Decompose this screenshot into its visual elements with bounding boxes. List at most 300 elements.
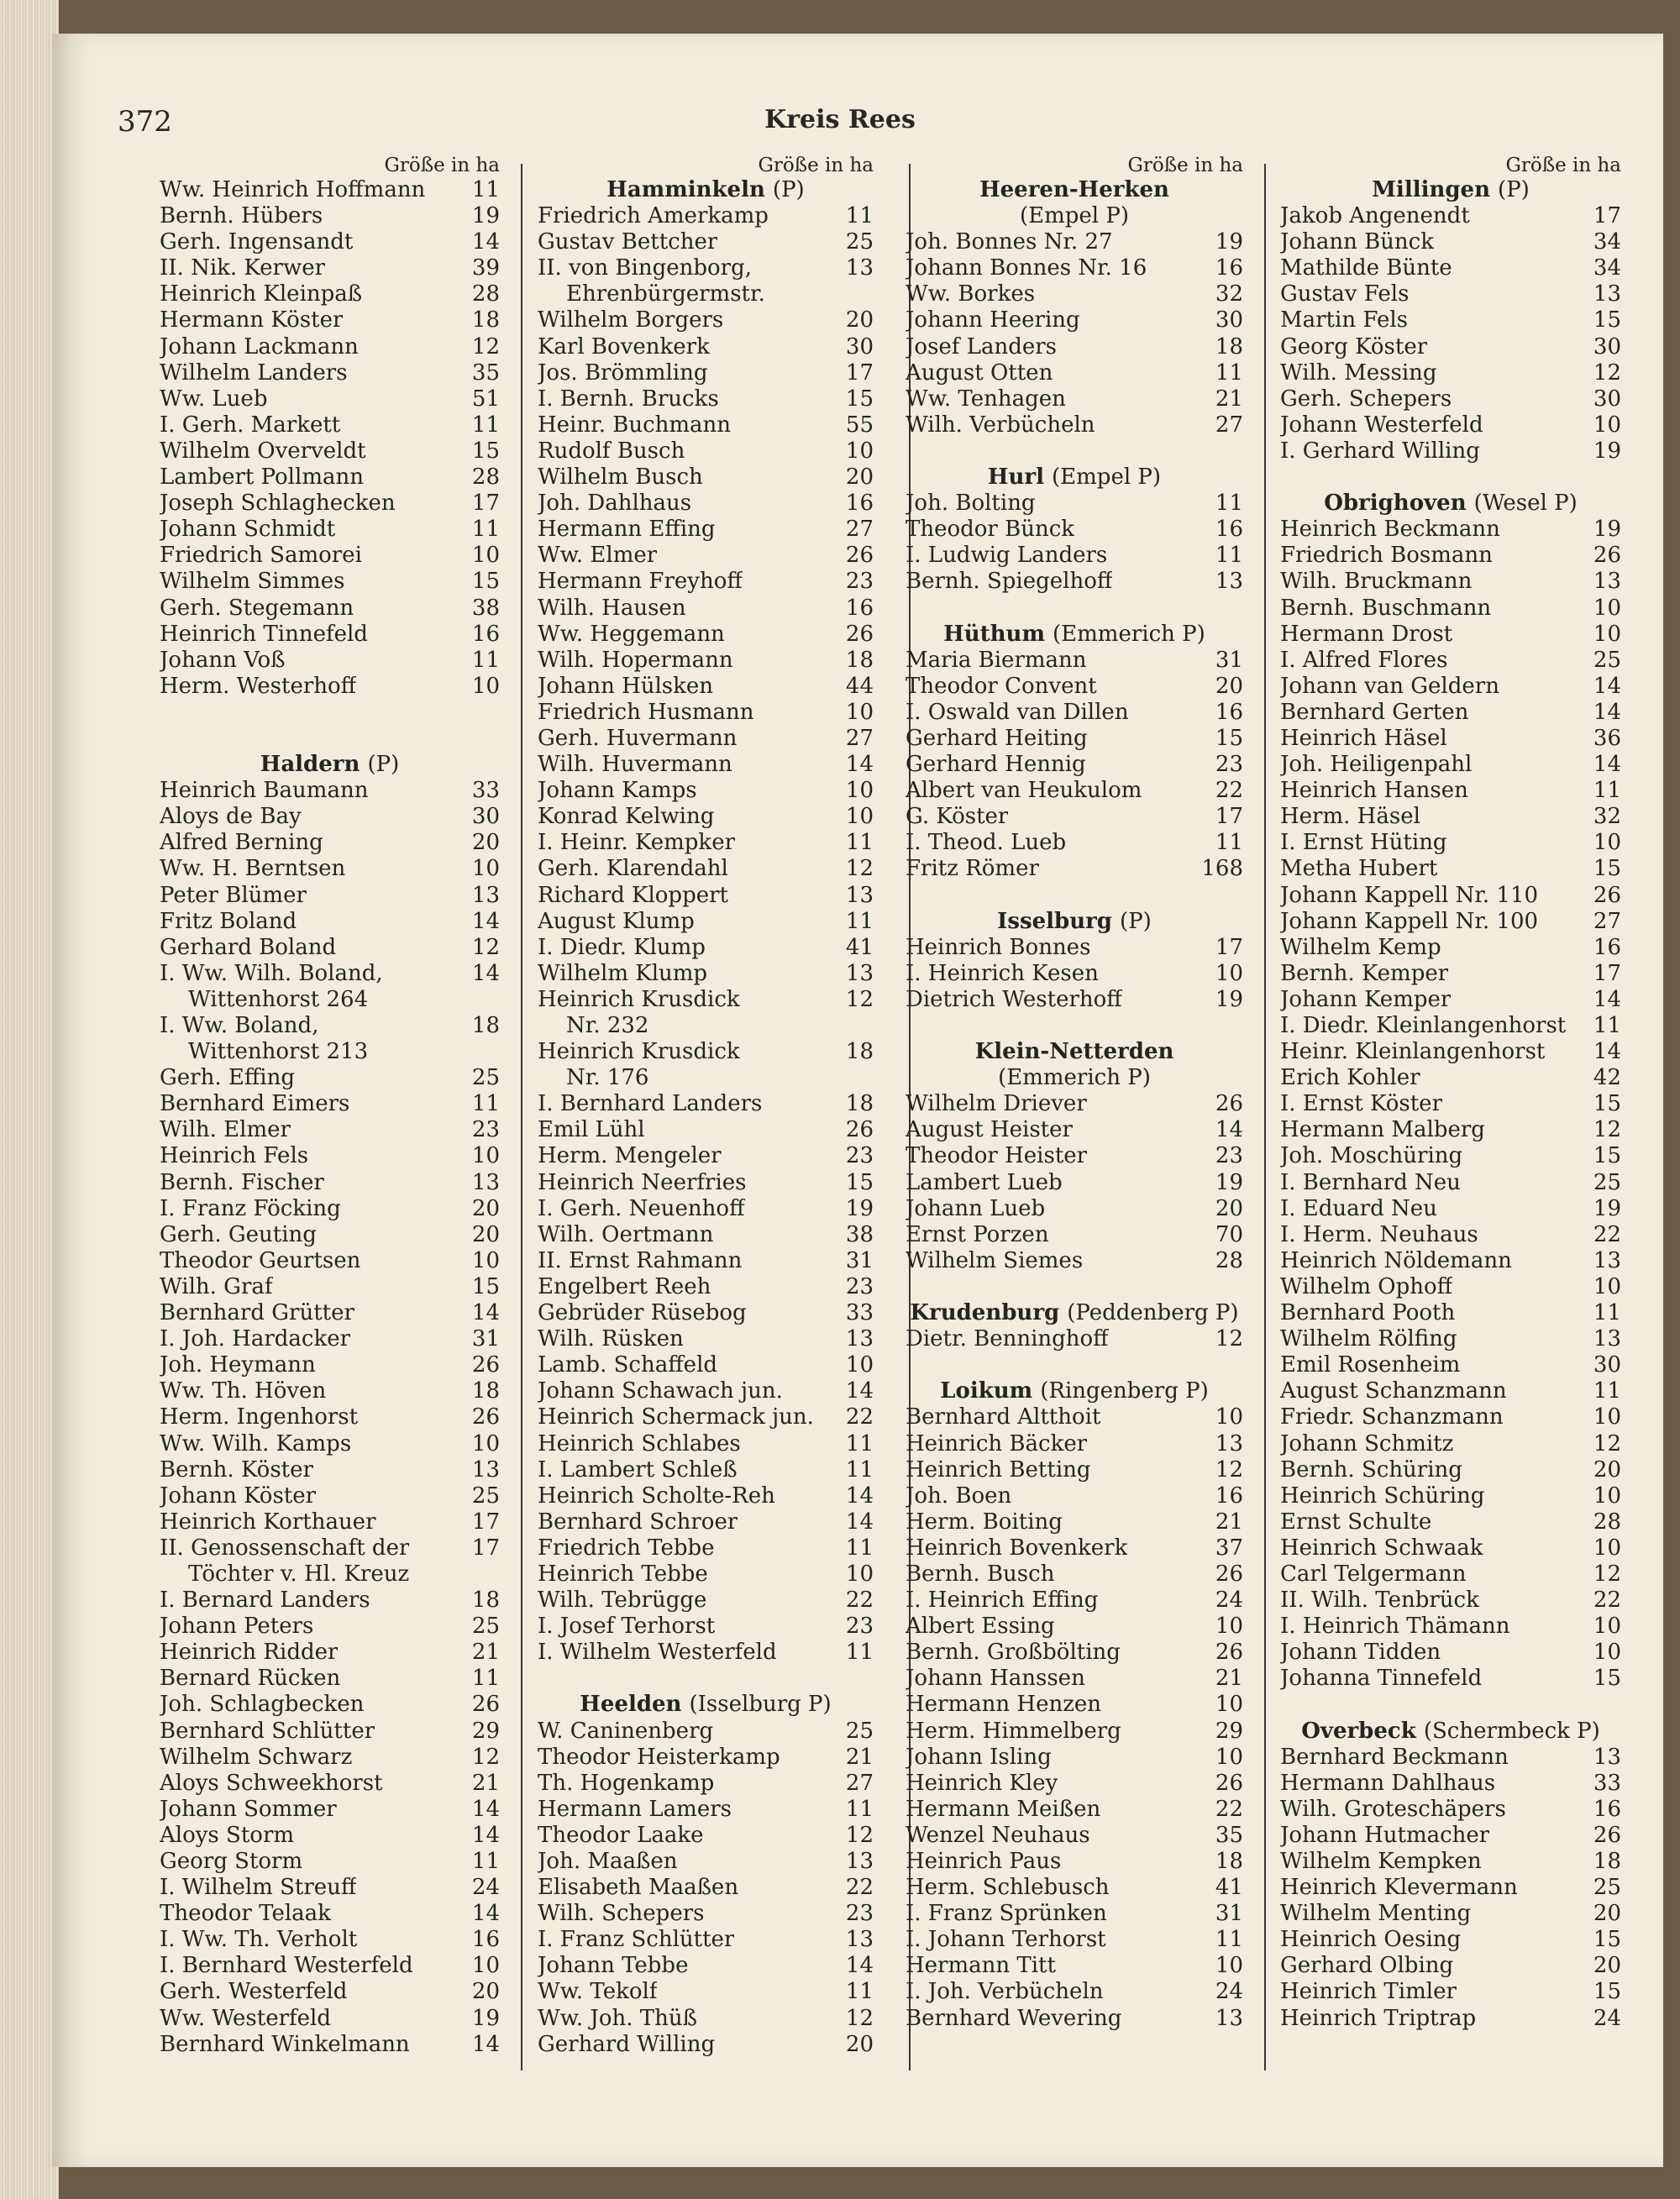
area-size: 18 — [471, 1013, 500, 1038]
owner-name: Emil Lühl — [538, 1117, 645, 1143]
entry-continuation: Wittenhorst 213 — [188, 1039, 369, 1065]
list-item — [1280, 229, 1621, 255]
owner-name: I. Johann Terhorst — [906, 1927, 1106, 1953]
area-size: 11 — [471, 1849, 500, 1874]
list-item — [538, 1222, 874, 1248]
area-size: 14 — [1215, 1117, 1243, 1143]
area-size: 16 — [471, 1927, 500, 1953]
owner-name: Heinr. Buchmann — [538, 412, 732, 438]
area-size: 10 — [1593, 1273, 1621, 1299]
list-item — [906, 752, 1243, 778]
owner-name: Johann Voß — [160, 647, 286, 673]
area-size: 16 — [1593, 1796, 1621, 1822]
area-size: 70 — [1215, 1221, 1243, 1247]
owner-name: I. Bernard Landers — [160, 1588, 370, 1614]
owner-name: Joh. Bolting — [906, 491, 1036, 517]
list-item — [160, 1771, 500, 1797]
list-item — [160, 909, 500, 935]
list-item — [906, 1953, 1243, 1979]
list-item — [160, 203, 500, 229]
list-item — [538, 229, 874, 255]
owner-name: Wilhelm Siemes — [906, 1247, 1084, 1273]
owner-name: Heinrich Tinnefeld — [160, 621, 368, 647]
list-item — [538, 1378, 874, 1404]
owner-name: Wenzel Neuhaus — [906, 1822, 1090, 1848]
area-size: 16 — [1215, 255, 1243, 281]
list-item — [160, 1614, 500, 1640]
area-size: 18 — [471, 1378, 500, 1404]
owner-name: Heinrich Beckmann — [1280, 517, 1500, 543]
owner-name: Elisabeth Maaßen — [538, 1875, 739, 1901]
list-item — [160, 1274, 500, 1300]
list-item — [538, 778, 874, 804]
owner-name: Wilh. Verbücheln — [906, 412, 1095, 438]
list-item — [1280, 281, 1621, 307]
area-size: 14 — [471, 908, 500, 934]
list-item — [906, 1588, 1243, 1614]
owner-name: Johann Schmitz — [1280, 1430, 1454, 1456]
owner-name: Joh. Bonnes Nr. 27 — [906, 229, 1113, 255]
owner-name: Hermann Lamers — [538, 1796, 732, 1822]
owner-name: I. Eduard Neu — [1280, 1195, 1437, 1221]
owner-name: Heinrich Kleinpaß — [160, 281, 363, 307]
area-size: 15 — [1593, 856, 1621, 882]
list-item — [160, 360, 500, 386]
owner-name: I. Ww. Th. Verholt — [160, 1927, 358, 1953]
owner-name: Friedrich Amerkamp — [538, 203, 769, 229]
owner-name: Wilh. Hausen — [538, 595, 686, 621]
area-size: 24 — [1215, 1979, 1243, 2005]
area-size: 33 — [845, 1300, 874, 1326]
area-size: 12 — [845, 986, 874, 1012]
list-item — [1280, 1300, 1621, 1326]
list-item — [538, 1300, 874, 1326]
owner-name: Bernh. Schüring — [1280, 1456, 1462, 1483]
area-size: 19 — [1215, 229, 1243, 255]
area-size: 41 — [1215, 1875, 1243, 1901]
owner-name: I. Heinrich Thämann — [1280, 1614, 1510, 1640]
list-item — [538, 1797, 874, 1823]
area-size: 13 — [1593, 1744, 1621, 1770]
list-item — [538, 1326, 874, 1352]
owner-name: Theodor Heister — [906, 1143, 1088, 1169]
list-item — [160, 804, 500, 830]
owner-name: Johann Schawach jun. — [538, 1378, 783, 1404]
area-size: 11 — [1215, 543, 1243, 569]
area-size: 10 — [471, 1953, 500, 1979]
list-item — [160, 1483, 500, 1509]
area-size: 31 — [845, 1247, 874, 1273]
list-item — [1280, 1404, 1621, 1430]
list-item — [538, 752, 874, 778]
list-item — [538, 1457, 874, 1483]
list-item — [538, 830, 874, 856]
list-item — [1280, 1588, 1621, 1614]
area-size: 18 — [1215, 1849, 1243, 1874]
list-item — [906, 1823, 1243, 1849]
list-item — [1280, 622, 1621, 648]
area-size: 13 — [845, 882, 874, 908]
owner-name: II. Nik. Kerwer — [160, 255, 326, 281]
list-item — [1280, 2006, 1621, 2032]
owner-name: Lambert Pollmann — [160, 464, 364, 491]
list-item — [538, 1039, 874, 1065]
list-item — [160, 2006, 500, 2032]
area-size: 20 — [471, 1221, 500, 1247]
list-item — [160, 491, 500, 517]
list-item — [160, 1979, 500, 2005]
list-item — [906, 1745, 1243, 1771]
owner-name: Gerh. Schepers — [1280, 386, 1452, 412]
area-size: 12 — [845, 856, 874, 882]
owner-name: Hermann Dahlhaus — [1280, 1770, 1496, 1796]
area-size: 17 — [471, 491, 500, 517]
list-item — [160, 622, 500, 648]
area-size: 25 — [471, 1614, 500, 1640]
owner-name: Heinrich Tebbe — [538, 1561, 708, 1587]
owner-name: I. Bernhard Neu — [1280, 1169, 1461, 1195]
list-item — [160, 1457, 500, 1483]
owner-name: Ww. Heinrich Hoffmann — [160, 177, 426, 202]
owner-name: Gerh. Geuting — [160, 1221, 317, 1247]
owner-name: Herm. Mengeler — [538, 1143, 722, 1169]
list-item — [1280, 778, 1621, 804]
list-item — [1280, 1196, 1621, 1222]
area-size: 16 — [845, 491, 874, 517]
list-item — [906, 987, 1243, 1013]
area-size: 20 — [1593, 1456, 1621, 1483]
list-item — [538, 622, 874, 648]
list-item — [1280, 1640, 1621, 1666]
area-size: 26 — [1215, 1091, 1243, 1117]
area-size: 10 — [1215, 960, 1243, 986]
list-item — [1280, 726, 1621, 752]
list-item — [1280, 203, 1621, 229]
list-item — [538, 1640, 874, 1666]
area-size: 17 — [1215, 804, 1243, 830]
area-size: 12 — [845, 2005, 874, 2031]
section-subheading: (Empel P) — [1019, 203, 1130, 229]
list-item — [906, 726, 1243, 752]
list-item — [906, 1875, 1243, 1901]
list-item — [1280, 1457, 1621, 1483]
owner-name: Heinrich Schwaak — [1280, 1535, 1483, 1561]
owner-name: Joh. Schlagbecken — [160, 1692, 365, 1718]
list-item — [538, 1483, 874, 1509]
list-item — [1280, 1927, 1621, 1953]
list-item — [160, 1117, 500, 1143]
owner-name: Th. Hogenkamp — [538, 1770, 715, 1796]
list-item — [1280, 1849, 1621, 1875]
area-size: 33 — [471, 778, 500, 804]
list-item — [906, 1196, 1243, 1222]
area-size: 23 — [845, 1901, 874, 1927]
list-item — [538, 1953, 874, 1979]
list-item — [906, 961, 1243, 987]
list-item — [160, 883, 500, 909]
list-item — [538, 1431, 874, 1457]
list-item — [538, 674, 874, 700]
owner-name: Heinrich Krusdick — [538, 1039, 740, 1065]
area-size: 20 — [1593, 1953, 1621, 1979]
area-size: 21 — [471, 1770, 500, 1796]
owner-name: I. Ludwig Landers — [906, 543, 1108, 569]
size-header: Größe in ha — [1505, 155, 1621, 176]
owner-name: Ernst Schulte — [1280, 1509, 1432, 1535]
area-size: 18 — [845, 647, 874, 673]
owner-name: Lamb. Schaffeld — [538, 1352, 718, 1378]
list-item — [1280, 1326, 1621, 1352]
owner-name: I. Ernst Hüting — [1280, 830, 1447, 856]
owner-name: Johann Peters — [160, 1614, 314, 1640]
area-size: 11 — [471, 177, 500, 202]
owner-name: Gerh. Westerfeld — [160, 1979, 348, 2005]
list-item — [1280, 987, 1621, 1013]
owner-name: Heinrich Baumann — [160, 778, 369, 804]
list-item — [160, 1823, 500, 1849]
list-item — [906, 412, 1243, 438]
list-item — [1280, 1745, 1621, 1771]
area-size: 26 — [1215, 1770, 1243, 1796]
area-size: 12 — [1593, 1117, 1621, 1143]
area-size: 13 — [1215, 569, 1243, 595]
area-size: 17 — [471, 1509, 500, 1535]
owner-name: Gerhard Heiting — [906, 725, 1088, 751]
list-item — [1280, 1378, 1621, 1404]
list-item — [906, 1143, 1243, 1169]
owner-name: Theodor Convent — [906, 673, 1097, 699]
list-item — [160, 961, 500, 987]
area-size: 39 — [471, 255, 500, 281]
area-size: 14 — [1593, 673, 1621, 699]
owner-name: Ww. Lueb — [160, 386, 268, 412]
page-title: Kreis Rees — [764, 105, 916, 134]
owner-name: Ww. Westerfeld — [160, 2005, 331, 2031]
area-size: 10 — [845, 438, 874, 464]
owner-name: Ww. Heggemann — [538, 621, 725, 647]
list-item — [538, 1404, 874, 1430]
area-size: 26 — [471, 1352, 500, 1378]
area-size: 38 — [845, 1221, 874, 1247]
area-size: 10 — [845, 804, 874, 830]
owner-name: Rudolf Busch — [538, 438, 685, 464]
area-size: 36 — [1593, 725, 1621, 751]
area-size: 10 — [845, 699, 874, 725]
list-item — [160, 1326, 500, 1352]
area-size: 25 — [1593, 1169, 1621, 1195]
area-size: 23 — [845, 1614, 874, 1640]
area-size: 21 — [1215, 386, 1243, 412]
list-item — [1280, 1352, 1621, 1378]
owner-name: Johann Tidden — [1280, 1640, 1441, 1666]
area-size: 14 — [1593, 699, 1621, 725]
owner-name: I. Heinrich Kesen — [906, 960, 1099, 986]
area-size: 26 — [1593, 1822, 1621, 1848]
list-item — [538, 1875, 874, 1901]
list-item — [160, 543, 500, 569]
owner-name: Heinrich Klevermann — [1280, 1875, 1518, 1901]
list-item — [538, 438, 874, 464]
list-item — [160, 1953, 500, 1979]
owner-name: Mathilde Bünte — [1280, 255, 1452, 281]
list-item — [1280, 961, 1621, 987]
list-item — [1280, 360, 1621, 386]
owner-name: Metha Hubert — [1280, 856, 1438, 882]
list-item — [160, 1170, 500, 1196]
area-size: 33 — [1593, 1770, 1621, 1796]
list-item — [160, 830, 500, 856]
area-size: 20 — [845, 2031, 874, 2057]
list-item — [906, 1927, 1243, 1953]
area-size: 14 — [471, 229, 500, 255]
owner-name: Hermann Effing — [538, 517, 716, 543]
area-size: 17 — [1593, 203, 1621, 229]
area-size: 27 — [1593, 908, 1621, 934]
owner-name: Dietr. Benninghoff — [906, 1326, 1109, 1352]
area-size: 30 — [845, 333, 874, 360]
area-size: 10 — [471, 1430, 500, 1456]
owner-name: Jakob Angenendt — [1280, 203, 1470, 229]
owner-name: Gerh. Stegemann — [160, 595, 354, 621]
list-item — [160, 386, 500, 412]
list-item — [906, 1326, 1243, 1352]
owner-name: Wilh. Hopermann — [538, 647, 733, 673]
owner-name: Albert van Heukulom — [906, 778, 1142, 804]
area-size: 11 — [1215, 491, 1243, 517]
owner-name: Wilhelm Borgers — [538, 307, 724, 333]
area-size: 11 — [471, 1666, 500, 1692]
owner-name: Bernhard Eimers — [160, 1091, 350, 1117]
list-item — [538, 1248, 874, 1274]
list-item — [906, 1170, 1243, 1196]
owner-name: Ww. Th. Höven — [160, 1378, 327, 1404]
area-size: 11 — [1593, 1300, 1621, 1326]
owner-name: Alfred Berning — [160, 830, 323, 856]
size-header: Größe in ha — [384, 155, 500, 176]
list-item — [160, 1404, 500, 1430]
area-size: 10 — [471, 1143, 500, 1169]
owner-name: Bernard Rücken — [160, 1666, 341, 1692]
area-size: 20 — [471, 1195, 500, 1221]
list-item — [538, 543, 874, 569]
area-size: 15 — [1593, 1927, 1621, 1953]
owner-name: Heinrich Timler — [1280, 1979, 1457, 2005]
area-size: 15 — [845, 386, 874, 412]
owner-name: Hermann Drost — [1280, 621, 1453, 647]
area-size: 18 — [845, 1091, 874, 1117]
list-item — [906, 543, 1243, 569]
area-size: 22 — [1215, 778, 1243, 804]
list-item — [538, 1823, 874, 1849]
list-item — [906, 307, 1243, 333]
area-size: 20 — [1215, 673, 1243, 699]
section-heading-haldern: Haldern (P) — [260, 752, 400, 778]
owner-name: Gerhard Olbing — [1280, 1953, 1454, 1979]
area-size: 44 — [845, 673, 874, 699]
entry-continuation: Töchter v. Hl. Kreuz — [188, 1561, 410, 1587]
area-size: 15 — [1593, 1091, 1621, 1117]
area-size: 11 — [845, 1979, 874, 2005]
owner-name: Johanna Tinnefeld — [1280, 1666, 1483, 1692]
list-item — [160, 1927, 500, 1953]
area-size: 42 — [1593, 1065, 1621, 1091]
area-size: 25 — [471, 1065, 500, 1091]
area-size: 11 — [845, 830, 874, 856]
list-item — [160, 1535, 500, 1561]
area-size: 38 — [471, 595, 500, 621]
list-item — [538, 1719, 874, 1745]
area-size: 26 — [471, 1404, 500, 1430]
owner-name: Heinrich Schlabes — [538, 1430, 741, 1456]
owner-name: Friedr. Schanzmann — [1280, 1404, 1504, 1430]
area-size: 34 — [1593, 255, 1621, 281]
area-size: 18 — [471, 307, 500, 333]
owner-name: Joseph Schlaghecken — [160, 491, 396, 517]
list-item — [538, 1274, 874, 1300]
section-heading-obrighoven: Obrighoven (Wesel P) — [1324, 491, 1578, 517]
owner-name: Johann Kamps — [538, 778, 697, 804]
area-size: 12 — [1593, 360, 1621, 386]
owner-name: Ww. Tenhagen — [906, 386, 1066, 412]
owner-name: I. Alfred Flores — [1280, 647, 1448, 673]
area-size: 10 — [1215, 1953, 1243, 1979]
owner-name: Johann Isling — [906, 1744, 1052, 1770]
area-size: 11 — [845, 1640, 874, 1666]
area-size: 16 — [1215, 699, 1243, 725]
owner-name: Wilh. Rüsken — [538, 1326, 684, 1352]
owner-name: Bernhard Grütter — [160, 1300, 354, 1326]
area-size: 10 — [1593, 595, 1621, 621]
owner-name: Heinrich Krusdick — [538, 986, 740, 1012]
owner-name: Wilhelm Simmes — [160, 569, 345, 595]
area-size: 23 — [845, 569, 874, 595]
list-item — [538, 1979, 874, 2005]
owner-name: Bernhard Winkelmann — [160, 2031, 410, 2057]
owner-name: Aloys Schweekhorst — [160, 1770, 383, 1796]
area-size: 16 — [471, 621, 500, 647]
owner-name: Johann Hanssen — [906, 1666, 1085, 1692]
area-size: 10 — [845, 1561, 874, 1587]
list-item — [906, 517, 1243, 543]
list-item — [538, 804, 874, 830]
area-size: 10 — [1215, 1692, 1243, 1718]
area-size: 13 — [1593, 1326, 1621, 1352]
area-size: 11 — [1593, 1013, 1621, 1038]
owner-name: Richard Kloppert — [538, 882, 728, 908]
area-size: 13 — [845, 1927, 874, 1953]
owner-name: I. Ernst Köster — [1280, 1091, 1442, 1117]
owner-name: I. Lambert Schleß — [538, 1456, 738, 1483]
owner-name: Wilhelm Landers — [160, 360, 348, 386]
owner-name: Friedrich Tebbe — [538, 1535, 715, 1561]
owner-name: Bernh. Buschmann — [1280, 595, 1492, 621]
owner-name: Wilhelm Ophoff — [1280, 1273, 1453, 1299]
list-item — [1280, 386, 1621, 412]
list-item — [160, 1222, 500, 1248]
owner-name: Johann Westerfeld — [1280, 412, 1483, 438]
list-item — [1280, 255, 1621, 281]
list-item — [538, 1352, 874, 1378]
list-item — [1280, 517, 1621, 543]
list-item — [1280, 752, 1621, 778]
area-size: 30 — [1215, 307, 1243, 333]
owner-name: Herm. Himmelberg — [906, 1718, 1121, 1744]
area-size: 22 — [1593, 1221, 1621, 1247]
area-size: 22 — [845, 1588, 874, 1614]
area-size: 41 — [845, 934, 874, 960]
list-item — [1280, 543, 1621, 569]
area-size: 10 — [1593, 830, 1621, 856]
